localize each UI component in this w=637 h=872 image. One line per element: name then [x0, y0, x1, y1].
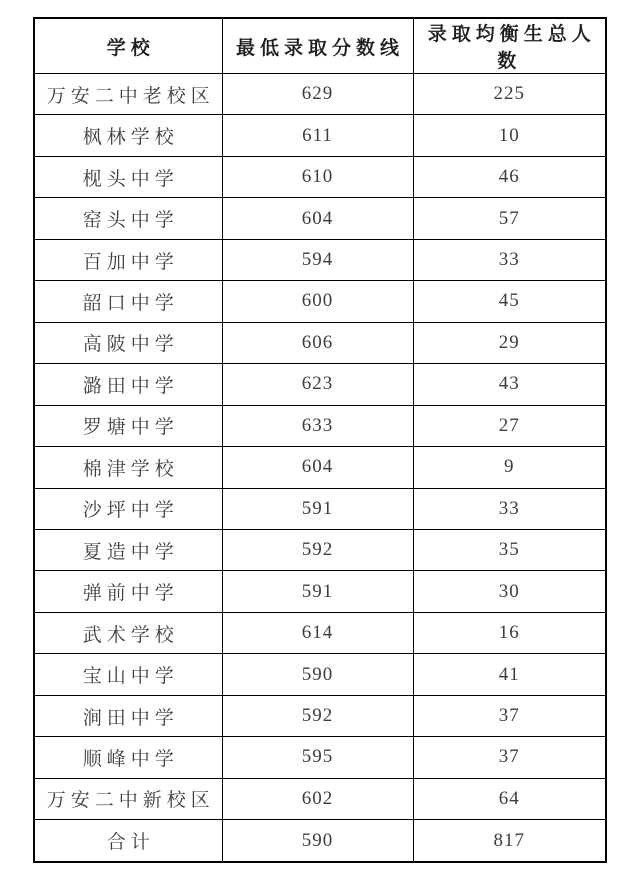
- table-row: [34, 612, 606, 653]
- school-name-cell: 武术学校: [34, 612, 222, 653]
- total-admitted-cell: 57: [413, 198, 606, 239]
- school-name-cell: 沙坪中学: [34, 488, 222, 529]
- total-admitted-cell: 29: [413, 322, 606, 363]
- school-name-cell: 万安二中新校区: [34, 778, 222, 819]
- header-school: 学校: [34, 18, 222, 74]
- total-admitted-cell: 33: [413, 488, 606, 529]
- min-score-cell: 590: [222, 820, 413, 862]
- total-admitted-cell: 46: [413, 156, 606, 197]
- school-name-cell: 万安二中老校区: [34, 74, 222, 115]
- total-admitted-cell: 64: [413, 778, 606, 819]
- table-row: [34, 778, 606, 819]
- total-admitted-cell: 35: [413, 529, 606, 570]
- header-total-admitted: 录取均衡生总人数: [413, 18, 606, 74]
- table-row: [34, 239, 606, 280]
- admission-score-table: [33, 17, 607, 863]
- school-name-cell: 合计: [34, 820, 222, 862]
- total-admitted-cell: 45: [413, 281, 606, 322]
- table-row: [34, 405, 606, 446]
- school-name-cell: 韶口中学: [34, 281, 222, 322]
- total-admitted-cell: 10: [413, 115, 606, 156]
- table-row: [34, 281, 606, 322]
- min-score-cell: 595: [222, 737, 413, 778]
- school-name-cell: 枧头中学: [34, 156, 222, 197]
- school-name-cell: 夏造中学: [34, 529, 222, 570]
- min-score-cell: 594: [222, 239, 413, 280]
- total-admitted-cell: 9: [413, 447, 606, 488]
- school-name-cell: 高陂中学: [34, 322, 222, 363]
- school-name-cell: 宝山中学: [34, 654, 222, 695]
- table-row: [34, 695, 606, 736]
- school-name-cell: 罗塘中学: [34, 405, 222, 446]
- total-admitted-cell: 41: [413, 654, 606, 695]
- school-name-cell: 弹前中学: [34, 571, 222, 612]
- header-min-score: 最低录取分数线: [222, 18, 413, 74]
- table-row: [34, 529, 606, 570]
- total-admitted-cell: 16: [413, 612, 606, 653]
- total-admitted-cell: 27: [413, 405, 606, 446]
- min-score-cell: 591: [222, 488, 413, 529]
- table-row: [34, 571, 606, 612]
- total-admitted-cell: 37: [413, 695, 606, 736]
- min-score-cell: 604: [222, 198, 413, 239]
- total-admitted-cell: 43: [413, 364, 606, 405]
- school-name-cell: 棉津学校: [34, 447, 222, 488]
- table-row: [34, 447, 606, 488]
- table-row: [34, 737, 606, 778]
- min-score-cell: 629: [222, 74, 413, 115]
- table-row: [34, 364, 606, 405]
- school-name-cell: 窑头中学: [34, 198, 222, 239]
- total-admitted-cell: 225: [413, 74, 606, 115]
- total-admitted-cell: 30: [413, 571, 606, 612]
- table-row: [34, 488, 606, 529]
- min-score-cell: 610: [222, 156, 413, 197]
- min-score-cell: 614: [222, 612, 413, 653]
- min-score-cell: 591: [222, 571, 413, 612]
- table-row: [34, 115, 606, 156]
- table-row: [34, 654, 606, 695]
- table-header-row: [34, 18, 606, 74]
- school-name-cell: 涧田中学: [34, 695, 222, 736]
- table-row: [34, 820, 606, 862]
- total-admitted-cell: 33: [413, 239, 606, 280]
- min-score-cell: 592: [222, 529, 413, 570]
- total-admitted-cell: 817: [413, 820, 606, 862]
- min-score-cell: 611: [222, 115, 413, 156]
- total-admitted-cell: 37: [413, 737, 606, 778]
- school-name-cell: 顺峰中学: [34, 737, 222, 778]
- min-score-cell: 600: [222, 281, 413, 322]
- min-score-cell: 633: [222, 405, 413, 446]
- min-score-cell: 602: [222, 778, 413, 819]
- min-score-cell: 592: [222, 695, 413, 736]
- table-row: [34, 74, 606, 115]
- table-body: [34, 74, 606, 863]
- school-name-cell: 枫林学校: [34, 115, 222, 156]
- school-name-cell: 百加中学: [34, 239, 222, 280]
- min-score-cell: 606: [222, 322, 413, 363]
- school-name-cell: 潞田中学: [34, 364, 222, 405]
- table-row: [34, 322, 606, 363]
- table-row: [34, 198, 606, 239]
- min-score-cell: 604: [222, 447, 413, 488]
- min-score-cell: 623: [222, 364, 413, 405]
- min-score-cell: 590: [222, 654, 413, 695]
- table-row: [34, 156, 606, 197]
